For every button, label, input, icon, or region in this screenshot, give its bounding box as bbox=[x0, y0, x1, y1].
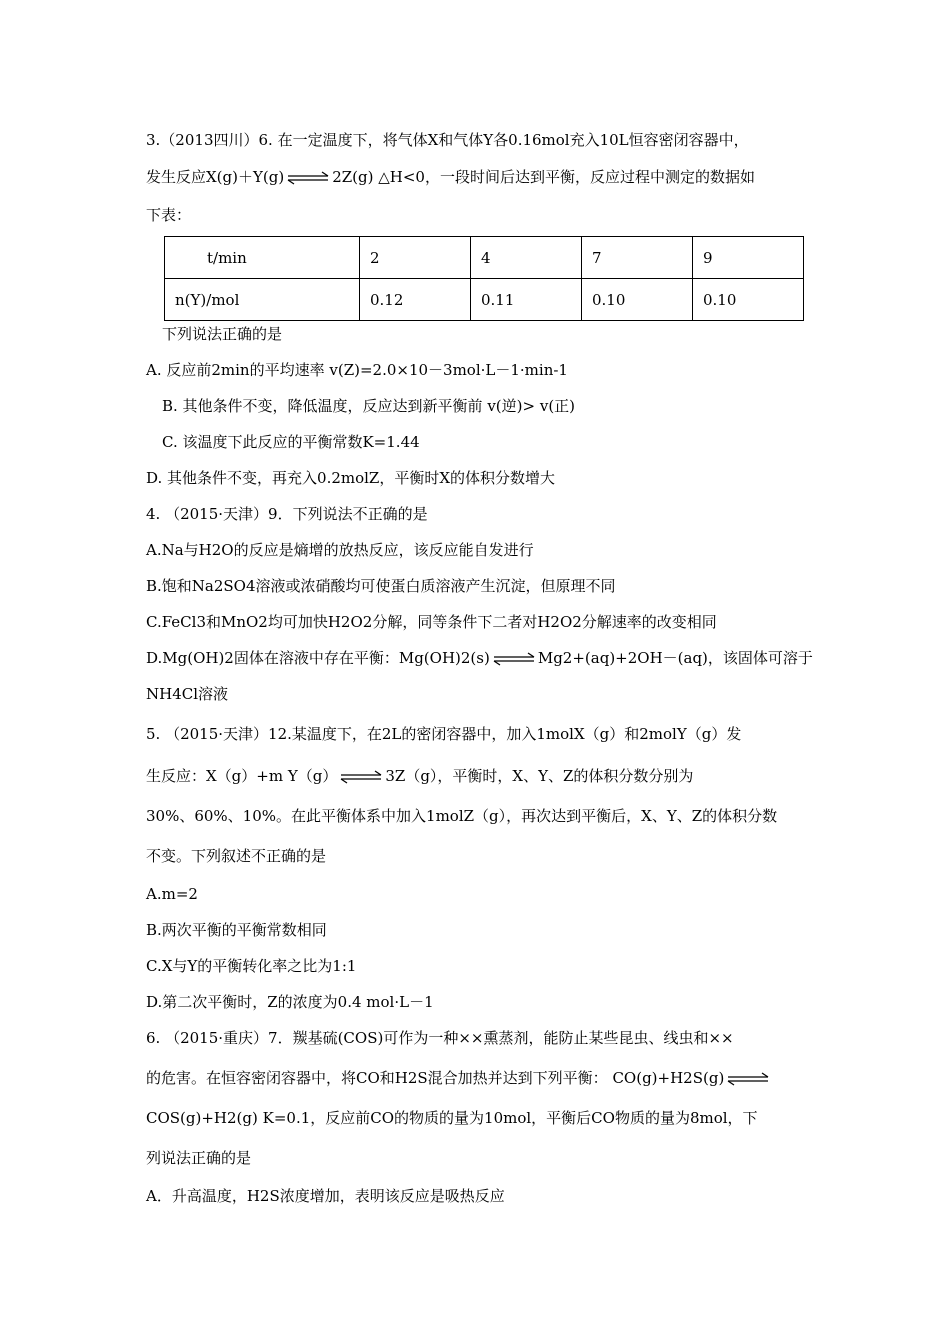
q5-option-a: A.m=2 bbox=[146, 885, 198, 903]
equilibrium-arrow-icon bbox=[492, 652, 536, 666]
q5-option-b: B.两次平衡的平衡常数相同 bbox=[146, 921, 327, 939]
q4-option-c: C.FeCl3和MnO2均可加快H2O2分解，同等条件下二者对H2O2分解速率的改变相同 bbox=[146, 613, 717, 631]
q5-line-4: 不变。下列叙述不正确的是 bbox=[146, 847, 327, 865]
q4-option-a: A.Na与H2O的反应是熵增的放热反应，该反应能自发进行 bbox=[146, 541, 534, 559]
q5-option-d: D.第二次平衡时，Z的浓度为0.4 mol·L－1 bbox=[146, 993, 434, 1011]
q6-line-2-pre: 的危害。在恒容密闭容器中，将CO和H2S混合加热并达到下列平衡： CO(g)+H2S(g) bbox=[146, 1069, 725, 1087]
table-cell: 0.10 bbox=[582, 279, 693, 321]
q3-line-2-pre: 发生反应X(g)＋Y(g) bbox=[146, 168, 285, 186]
q6-line-2 bbox=[146, 1068, 772, 1088]
q3-option-d: D. 其他条件不变，再充入0.2molZ，平衡时X的体积分数增大 bbox=[146, 469, 556, 487]
equilibrium-arrow-icon bbox=[726, 1072, 770, 1086]
q3-line-3: 下表： bbox=[146, 206, 192, 224]
table-header-row bbox=[165, 237, 804, 279]
data-table bbox=[164, 236, 804, 321]
equilibrium-arrow-icon bbox=[286, 171, 330, 185]
q5-line-3: 30%、60%、10%。在此平衡体系中加入1molZ（g），再次达到平衡后，X、Y、Z的体积分数 bbox=[146, 807, 778, 825]
table-cell: 4 bbox=[471, 237, 582, 279]
q3-option-b: B. 其他条件不变，降低温度，反应达到新平衡前 v(逆)> v(正) bbox=[162, 397, 576, 415]
q5-line-2 bbox=[146, 766, 693, 786]
q4-option-d-post: Mg2+(aq)+2OH－(aq)，该固体可溶于 bbox=[537, 649, 813, 667]
q4-option-d bbox=[146, 648, 813, 668]
q6-line-1: 6. （2015·重庆）7．羰基硫(COS)可作为一种××熏蒸剂，能防止某些昆虫、线虫和×× bbox=[146, 1029, 734, 1047]
q5-line-2-post: 3Z（g），平衡时，X、Y、Z的体积分数分别为 bbox=[385, 767, 694, 785]
table-cell: 0.10 bbox=[693, 279, 804, 321]
q3-prompt: 下列说法正确的是 bbox=[162, 325, 283, 343]
equilibrium-arrow-icon bbox=[339, 770, 383, 784]
q3-line-2-post: 2Z(g) △H<0，一段时间后达到平衡，反应过程中测定的数据如 bbox=[332, 168, 755, 186]
table-cell: 0.11 bbox=[471, 279, 582, 321]
q6-option-a: A．升高温度，H2S浓度增加，表明该反应是吸热反应 bbox=[146, 1187, 505, 1205]
table-cell: n(Y)/mol bbox=[165, 279, 360, 321]
table-cell: 7 bbox=[582, 237, 693, 279]
q4-title: 4. （2015·天津）9．下列说法不正确的是 bbox=[146, 505, 428, 523]
q5-line-1: 5. （2015·天津）12.某温度下，在2L的密闭容器中，加入1molX（g）和2molY（g）发 bbox=[146, 725, 742, 743]
q6-line-3: COS(g)+H2(g) K=0.1，反应前CO的物质的量为10mol，平衡后CO物质的量为8mol，下 bbox=[146, 1109, 758, 1127]
q4-option-b: B.饱和Na2SO4溶液或浓硝酸均可使蛋白质溶液产生沉淀，但原理不同 bbox=[146, 577, 616, 595]
table-cell: 0.12 bbox=[360, 279, 471, 321]
q6-line-4: 列说法正确的是 bbox=[146, 1149, 252, 1167]
q5-option-c: C.X与Y的平衡转化率之比为1:1 bbox=[146, 957, 357, 975]
q3-line-2 bbox=[146, 167, 755, 187]
q4-option-d-pre: D.Mg(OH)2固体在溶液中存在平衡：Mg(OH)2(s) bbox=[146, 649, 490, 667]
table-cell: 9 bbox=[693, 237, 804, 279]
q3-option-a: A. 反应前2min的平均速率 v(Z)=2.0×10－3mol·L－1·min-1 bbox=[146, 361, 568, 379]
q5-line-2-pre: 生反应：X（g）+m Y（g） bbox=[146, 767, 338, 785]
q3-line-1: 3.（2013四川）6. 在一定温度下，将气体X和气体Y各0.16mol充入10L恒容密闭容器中， bbox=[146, 131, 749, 149]
table-cell: t/min bbox=[165, 237, 360, 279]
q3-option-c: C. 该温度下此反应的平衡常数K=1.44 bbox=[162, 433, 420, 451]
table-cell: 2 bbox=[360, 237, 471, 279]
q4-option-d-line-2: NH4Cl溶液 bbox=[146, 685, 229, 703]
table-row bbox=[165, 279, 804, 321]
